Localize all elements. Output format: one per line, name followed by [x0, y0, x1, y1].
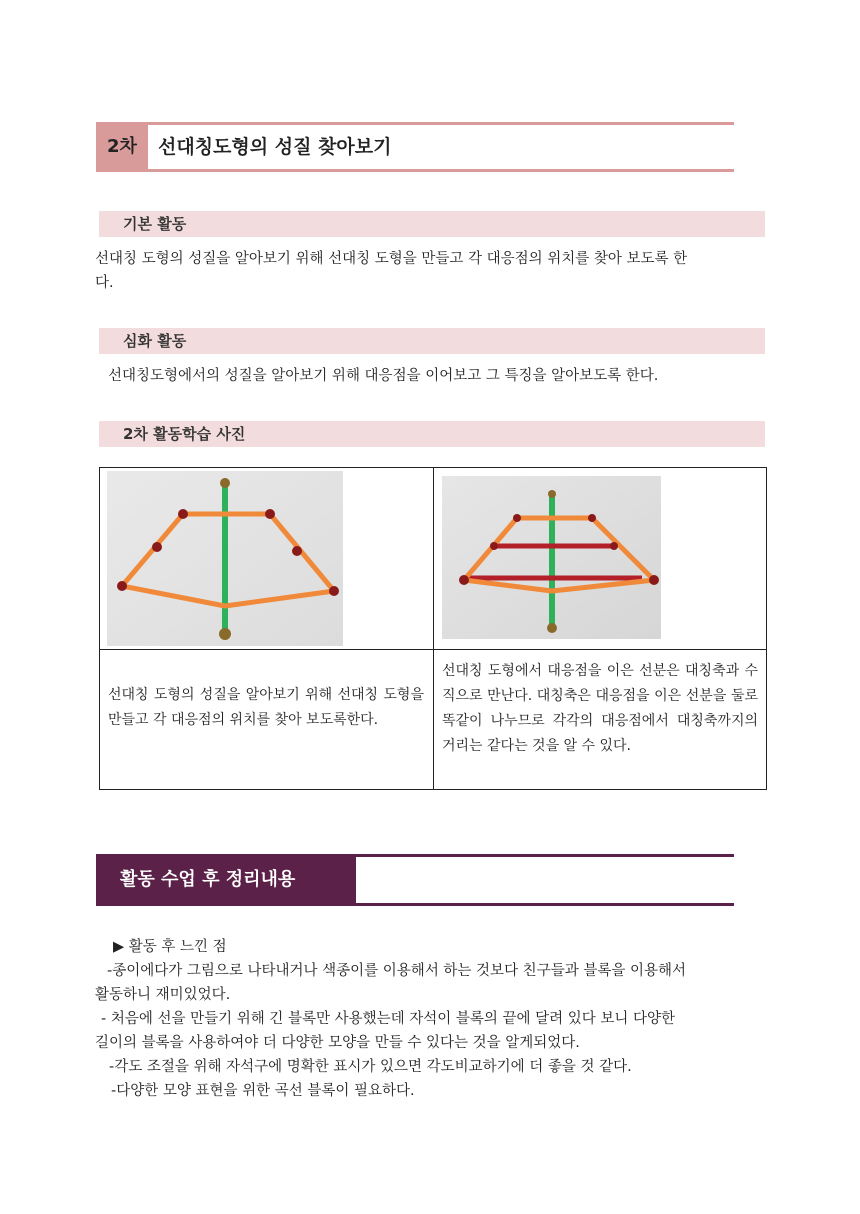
note-1-line-1: -종이에다가 그림으로 나타내거나 색종이를 이용해서 하는 것보다 친구들과 블록을 이용해서 [107, 963, 686, 979]
section1-title: 선대칭도형의 성질 찾아보기 [158, 136, 392, 158]
table-row-divider [100, 649, 766, 650]
photos-heading-text: 2차 활동학습 사진 [123, 425, 246, 443]
advanced-activity-heading-text: 심화 활동 [123, 332, 187, 350]
activity-photo-table [99, 467, 767, 790]
photos-heading [99, 421, 765, 447]
photo-symmetric-shape [107, 471, 343, 646]
note-2-line-2: 길이의 블록을 사용하여야 더 다양한 모양을 만들 수 있다는 것을 알게되었다. [95, 1035, 580, 1051]
advanced-activity-text: 선대칭도형에서의 성질을 알아보기 위해 대응점을 이어보고 그 특징을 알아보도록 한다. [108, 368, 659, 384]
photo-corresponding-points-drawing [442, 476, 661, 639]
basic-activity-text [95, 247, 767, 295]
section2-title-bar [96, 854, 734, 906]
basic-activity-heading [99, 211, 765, 237]
basic-activity-heading-text: 기본 활동 [123, 215, 187, 233]
caption-left: 선대칭 도형의 성질을 알아보기 위해 선대칭 도형을 만들고 각 대응점의 위치를 찾아 보도록한다. [108, 687, 424, 728]
reflection-notes [95, 935, 767, 1103]
advanced-activity-heading [99, 328, 765, 354]
section1-title-bar [96, 122, 734, 172]
note-3: -각도 조절을 위해 자석구에 명확한 표시가 있으면 각도비교하기에 더 좋을 것 같다. [109, 1059, 632, 1075]
photo-corresponding-points [442, 476, 661, 639]
basic-activity-line1: 선대칭 도형의 성질을 알아보기 위해 선대칭 도형을 만들고 각 대응점의 위치를 찾아 보도록 한 [95, 251, 688, 267]
photo-symmetric-shape-drawing [107, 471, 343, 646]
caption-right: 선대칭 도형에서 대응점을 이은 선분은 대칭축과 수직으로 만난다. 대칭축은 대응점을 이은 선분을 둘로 똑같이 나누므로 각각의 대응점에서 대칭축까지의 거리는 같다는 것을 알 수 있다. [442, 663, 758, 754]
basic-activity-line2: 다. [95, 275, 114, 291]
table-column-divider [433, 468, 434, 789]
section2-title: 활동 수업 후 정리내용 [120, 869, 296, 890]
reflection-heading: ▶ 활동 후 느낀 점 [113, 939, 227, 955]
note-1-line-2: 활동하니 재미있었다. [95, 987, 231, 1003]
note-2-line-1: - 처음에 선을 만들기 위해 긴 블록만 사용했는데 자석이 블록의 끝에 달려 있다 보니 다양한 [101, 1011, 676, 1027]
session-number: 2차 [107, 136, 137, 157]
note-4: -다양한 모양 표현을 위한 곡선 블록이 필요하다. [111, 1083, 415, 1099]
